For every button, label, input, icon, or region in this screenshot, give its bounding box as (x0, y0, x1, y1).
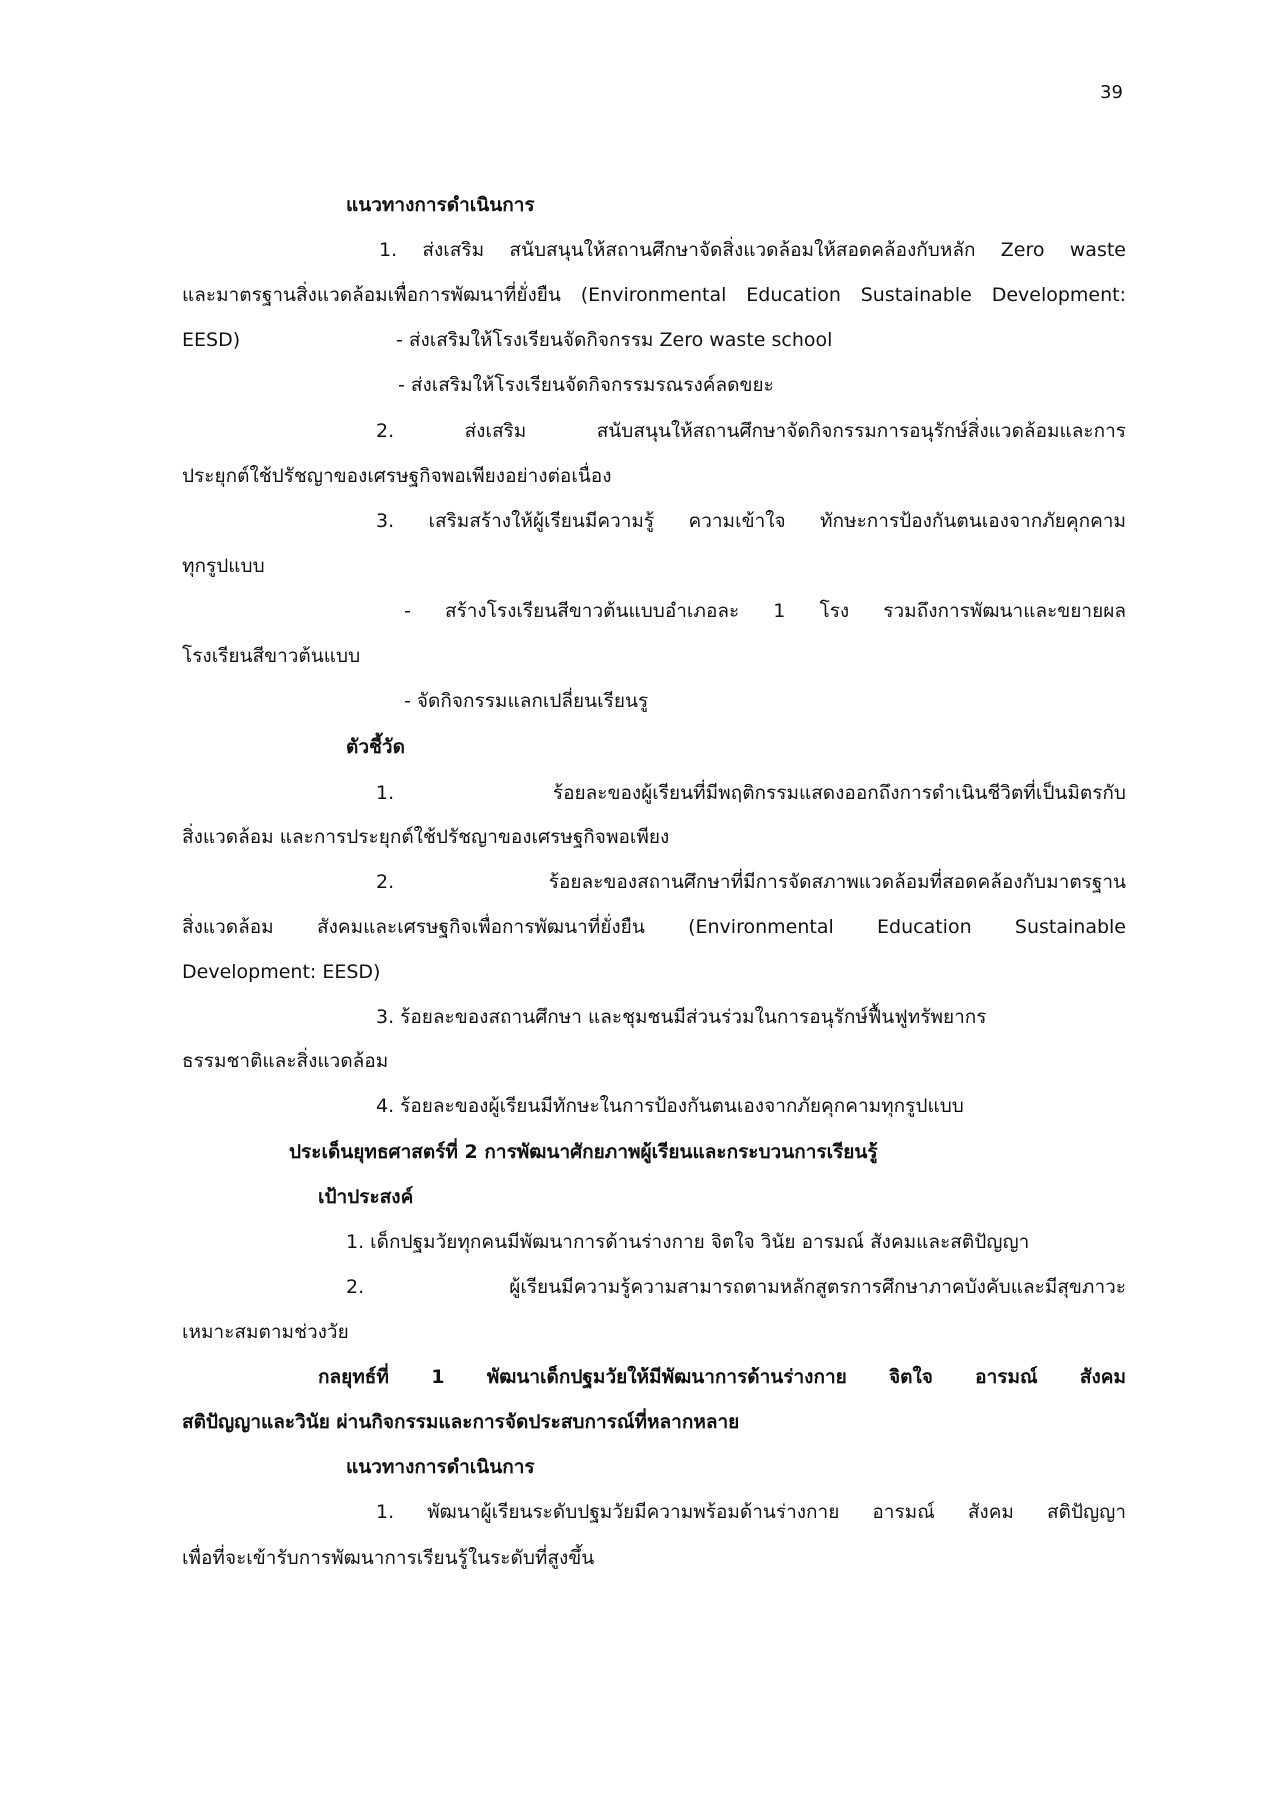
paragraph-line: EESD) (182, 329, 241, 351)
paragraph-line: 2. ส่งเสริม สนับสนุนให้สถานศึกษาจัดกิจกรรมการอนุรักษ์สิ่งแวดล้อมและการ (376, 420, 1126, 442)
paragraph-line: 3. ร้อยละของสถานศึกษา และชุมชนมีส่วนร่วมในการอนุรักษ์ฟื้นฟูทรัพยากร (376, 1006, 987, 1028)
bullet-line: - ส่งเสริมให้โรงเรียนจัดกิจกรรม Zero waste school (396, 329, 833, 351)
paragraph-line: 2. ร้อยละของสถานศึกษาที่มีการจัดสภาพแวดล้อมที่สอดคล้องกับมาตรฐาน (376, 871, 1126, 893)
paragraph-line: สิ่งแวดล้อม สังคมและเศรษฐกิจเพื่อการพัฒนาที่ยั่งยืน (Environmental Education Sustainable (182, 916, 1126, 938)
section-heading: แนวทางการดำเนินการ (346, 1456, 535, 1478)
paragraph-line: Development: EESD) (182, 961, 381, 983)
paragraph-line: ทุกรูปแบบ (182, 555, 265, 577)
bullet-line: - ส่งเสริมให้โรงเรียนจัดกิจกรรมรณรงค์ลดขยะ (398, 374, 774, 396)
section-heading: เป้าประสงค์ (318, 1186, 414, 1208)
section-heading: ตัวชี้วัด (346, 736, 405, 758)
paragraph-line: 3. เสริมสร้างให้ผู้เรียนมีความรู้ ความเข้าใจ ทักษะการป้องกันตนเองจากภัยคุกคาม (376, 510, 1126, 532)
paragraph-line: โรงเรียนสีขาวต้นแบบ (182, 645, 361, 667)
paragraph-line: เหมาะสมตามช่วงวัย (182, 1321, 349, 1343)
bullet-line: - จัดกิจกรรมแลกเปลี่ยนเรียนรู (404, 690, 649, 712)
paragraph-line: 1. พัฒนาผู้เรียนระดับปฐมวัยมีความพร้อมด้านร่างกาย อารมณ์ สังคม สติปัญญา (376, 1501, 1126, 1523)
paragraph-line: 4. ร้อยละของผู้เรียนมีทักษะในการป้องกันตนเองจากภัยคุกคามทุกรูปแบบ (376, 1095, 964, 1117)
strategy-heading: สติปัญญาและวินัย ผ่านกิจกรรมและการจัดประสบการณ์ที่หลากหลาย (182, 1411, 740, 1433)
strategy-heading: กลยุทธ์ที่ 1 พัฒนาเด็กปฐมวัยให้มีพัฒนาการด้านร่างกาย จิตใจ อารมณ์ สังคม (318, 1366, 1126, 1388)
paragraph-line: สิ่งแวดล้อม และการประยุกต์ใช้ปรัชญาของเศรษฐกิจพอเพียง (182, 826, 670, 848)
paragraph-line: ธรรมชาติและสิ่งแวดล้อม (182, 1050, 389, 1072)
bullet-line: - สร้างโรงเรียนสีขาวต้นแบบอำเภอละ 1 โรง รวมถึงการพัฒนาและขยายผล (404, 600, 1126, 622)
paragraph-line: 1. ส่งเสริม สนับสนุนให้สถานศึกษาจัดสิ่งแวดล้อมให้สอดคล้องกับหลัก Zero waste (379, 239, 1126, 261)
paragraph-line: 1. ร้อยละของผู้เรียนที่มีพฤติกรรมแสดงออกถึงการดำเนินชีวิตที่เป็นมิตรกับ (376, 782, 1126, 804)
strategy-heading: ประเด็นยุทธศาสตร์ที่ 2 การพัฒนาศักยภาพผู้เรียนและกระบวนการเรียนรู้ (289, 1141, 878, 1163)
paragraph-line: เพื่อที่จะเข้ารับการพัฒนาการเรียนรู้ในระดับที่สูงขึ้น (182, 1547, 595, 1569)
paragraph-line: และมาตรฐานสิ่งแวดล้อมเพื่อการพัฒนาที่ยั่งยืน (Environmental Education Sustainable Development: (182, 284, 1126, 306)
section-heading: แนวทางการดำเนินการ (346, 194, 535, 216)
paragraph-line: ประยุกต์ใช้ปรัชญาของเศรษฐกิจพอเพียงอย่างต่อเนื่อง (182, 465, 612, 487)
paragraph-line: 1. เด็กปฐมวัยทุกคนมีพัฒนาการด้านร่างกาย จิตใจ วินัย อารมณ์ สังคมและสติปัญญา (346, 1231, 1030, 1253)
paragraph-line: 2. ผู้เรียนมีความรู้ความสามารถตามหลักสูตรการศึกษาภาคบังคับและมีสุขภาวะ (346, 1276, 1126, 1298)
page-number: 39 (1100, 82, 1123, 103)
